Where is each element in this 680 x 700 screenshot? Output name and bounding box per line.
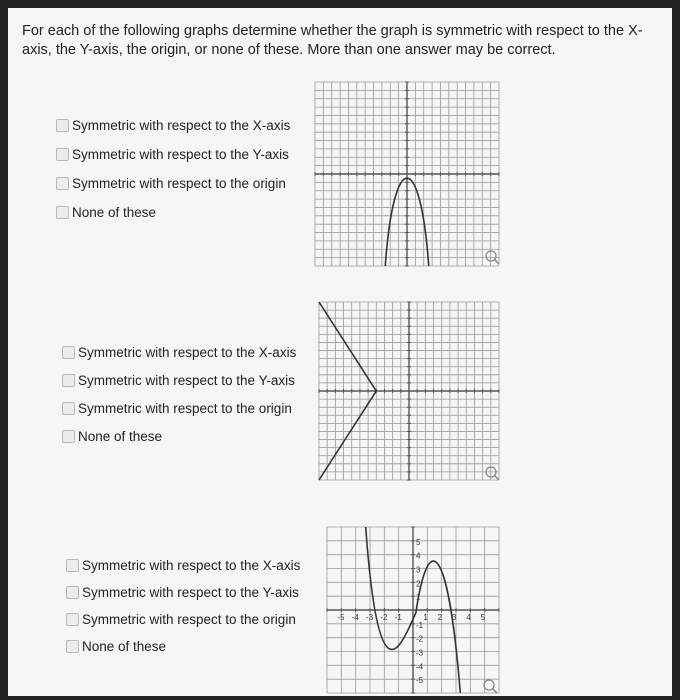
x-tick-label: 2 xyxy=(437,613,443,622)
checkbox[interactable] xyxy=(62,374,75,387)
q3-option-y-axis[interactable]: Symmetric with respect to the Y-axis xyxy=(66,579,300,606)
magnifier-icon xyxy=(486,467,499,480)
y-tick-label: -3 xyxy=(416,648,424,658)
y-tick-label: 2 xyxy=(416,579,421,589)
checkbox[interactable] xyxy=(66,640,79,653)
y-tick-label: 3 xyxy=(416,565,421,575)
prompt-text: For each of the following graphs determine whether the graph is symmetric with respect to the X-axis, the Y-axis, the origin, or none of these. More than one answer may be correct. xyxy=(22,23,643,58)
x-tick-label: 5 xyxy=(480,613,486,622)
y-tick-label: 5 xyxy=(416,537,421,547)
q2-graph xyxy=(315,300,503,482)
q2-option-x-axis[interactable]: Symmetric with respect to the X-axis xyxy=(62,338,296,366)
question-panel xyxy=(8,8,672,696)
checkbox[interactable] xyxy=(66,613,79,626)
q2-option-none[interactable]: None of these xyxy=(62,422,296,450)
y-tick-label: -5 xyxy=(416,676,424,686)
checkbox[interactable] xyxy=(66,586,79,599)
q1-graph xyxy=(311,80,503,268)
q3-option-none[interactable]: None of these xyxy=(66,633,300,660)
x-tick-label: -4 xyxy=(351,613,359,622)
q1-options xyxy=(56,111,290,227)
y-tick-label: 4 xyxy=(416,551,421,561)
x-tick-label: 3 xyxy=(452,613,457,622)
magnifier-icon xyxy=(484,680,497,693)
q1-option-none[interactable]: None of these xyxy=(56,198,290,227)
checkbox[interactable] xyxy=(66,559,79,572)
q2-options xyxy=(62,338,296,450)
y-tick-label: -1 xyxy=(416,620,424,630)
q2-option-y-axis[interactable]: Symmetric with respect to the Y-axis xyxy=(62,366,296,394)
checkbox[interactable] xyxy=(62,346,75,359)
q1-option-origin[interactable]: Symmetric with respect to the origin xyxy=(56,169,290,198)
checkbox[interactable] xyxy=(62,430,75,443)
x-tick-label: -2 xyxy=(380,613,388,622)
q1-option-y-axis[interactable]: Symmetric with respect to the Y-axis xyxy=(56,140,290,169)
x-tick-label: 1 xyxy=(423,613,428,622)
checkbox[interactable] xyxy=(56,206,69,219)
x-tick-label: 4 xyxy=(466,613,471,622)
checkbox[interactable] xyxy=(62,402,75,415)
q1-option-x-axis[interactable]: Symmetric with respect to the X-axis xyxy=(56,111,290,140)
q3-option-x-axis[interactable]: Symmetric with respect to the X-axis xyxy=(66,552,300,579)
checkbox[interactable] xyxy=(56,177,69,190)
y-tick-label: -2 xyxy=(416,634,424,644)
q3-option-origin[interactable]: Symmetric with respect to the origin xyxy=(66,606,300,633)
checkbox[interactable] xyxy=(56,119,69,132)
y-tick-label: 1 xyxy=(416,593,421,603)
q3-options xyxy=(66,552,300,660)
q3-graph xyxy=(313,523,503,695)
checkbox[interactable] xyxy=(56,148,69,161)
x-tick-label: -1 xyxy=(394,613,402,622)
q2-option-origin[interactable]: Symmetric with respect to the origin xyxy=(62,394,296,422)
y-tick-label: -4 xyxy=(416,662,424,672)
x-tick-label: -5 xyxy=(337,613,345,622)
x-tick-label: -3 xyxy=(366,613,374,622)
